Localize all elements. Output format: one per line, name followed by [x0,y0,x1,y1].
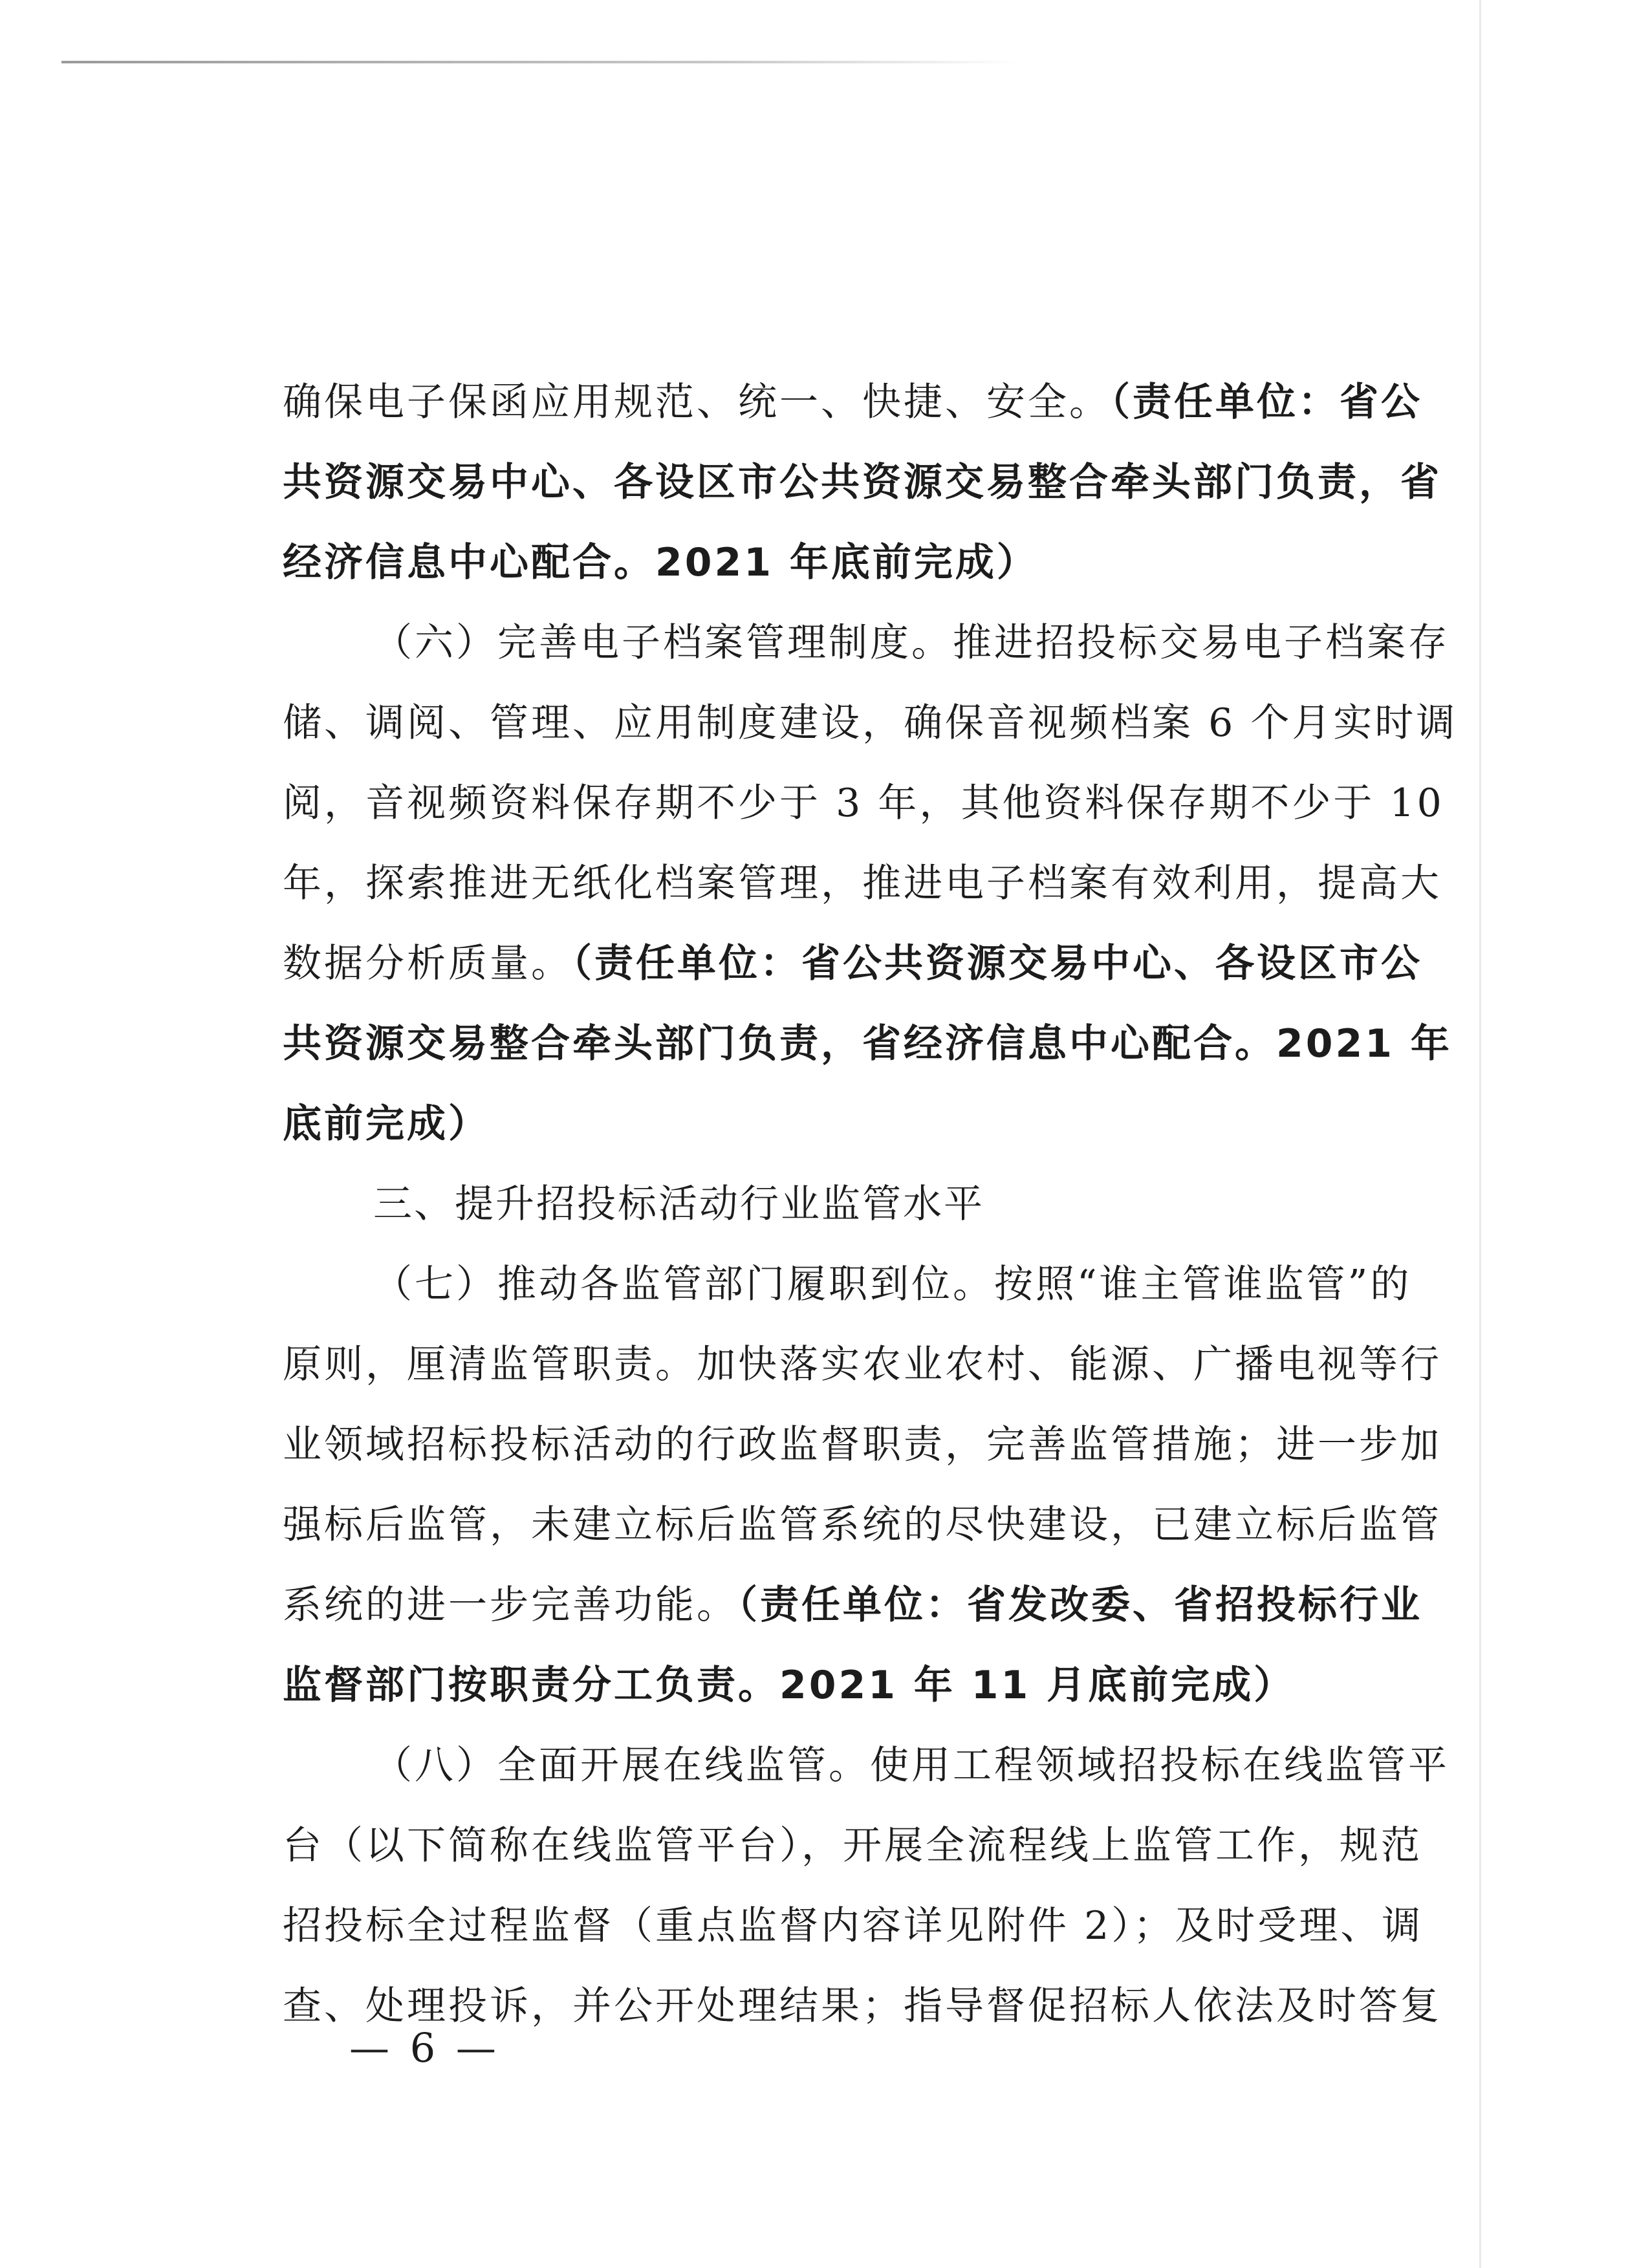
text-line [283,1405,1442,1485]
text-line [283,1324,1442,1405]
body-text: 系统的进一步完善功能。 [283,1582,738,1628]
body-text: 强标后监管，未建立标后监管系统的尽快建设，已建立标后监管 [283,1502,1442,1548]
text-line [283,442,1442,523]
text-line [283,683,1458,763]
scan-edge-right [1479,0,1481,2268]
text-line [283,603,1449,683]
responsibility-note: 监督部门按职责分工负责。2021 年 11 月底前完成） [283,1663,1296,1708]
text-line [283,1725,1449,1806]
body-text: （七）推动各监管部门履职到位。按照“谁主管谁监管”的 [373,1262,1412,1307]
body-text: （八）全面开展在线监管。使用工程领域招投标在线监管平 [373,1743,1449,1788]
responsibility-note: 共资源交易中心、各设区市公共资源交易整合牵头部门负责，省 [283,460,1442,505]
document-body [283,362,1458,2046]
body-text: 年，探索推进无纸化档案管理，推进电子档案有效利用，提高大 [283,861,1442,906]
body-text: 招投标全过程监督（重点监督内容详见附件 2）；及时受理、调 [283,1903,1424,1949]
text-line [283,1004,1452,1084]
responsibility-note: 共资源交易整合牵头部门负责，省经济信息中心配合。2021 年 [283,1021,1452,1066]
responsibility-note: 底前完成） [283,1101,490,1147]
scan-edge-top [61,61,1019,63]
body-text: 原则，厘清监管职责。加快落实农业农村、能源、广播电视等行 [283,1342,1442,1387]
responsibility-note: （责任单位：省发改委、省招投标行业 [738,1582,1422,1628]
text-line [283,362,1422,442]
text-line [283,1806,1422,1886]
text-line [283,1084,1408,1164]
text-line [283,923,1422,1004]
body-text: 储、调阅、管理、应用制度建设，确保音视频档案 6 个月实时调 [283,700,1458,746]
text-line [283,523,1408,603]
responsibility-note: 经济信息中心配合。2021 年底前完成） [283,540,1038,585]
body-text: 确保电子保函应用规范、统一、快捷、安全。 [283,380,1111,425]
text-line [283,843,1442,923]
page-number: — 6 — [349,2024,500,2071]
text-line [283,763,1444,843]
body-text: 业领域招标投标活动的行政监督职责，完善监管措施；进一步加 [283,1422,1442,1467]
text-line [283,1244,1412,1324]
responsibility-note: （责任单位：省公共资源交易中心、各设区市公 [572,941,1422,986]
body-text: 三、提升招投标活动行业监管水平 [373,1182,984,1227]
text-line [283,1485,1442,1565]
body-text: 阅，音视频资料保存期不少于 3 年，其他资料保存期不少于 10 [283,781,1444,826]
responsibility-note: （责任单位：省公 [1111,380,1422,425]
body-text: 查、处理投诉，并公开处理结果；指导督促招标人依法及时答复 [283,1983,1442,2029]
text-line [283,1886,1424,1966]
text-line [283,1565,1422,1645]
body-text: 数据分析质量。 [283,941,572,986]
section-heading [283,1164,1408,1244]
body-text: （六）完善电子档案管理制度。推进招投标交易电子档案存 [373,620,1449,665]
body-text: 台（以下简称在线监管平台），开展全流程线上监管工作，规范 [283,1823,1422,1868]
text-line [283,1645,1408,1725]
